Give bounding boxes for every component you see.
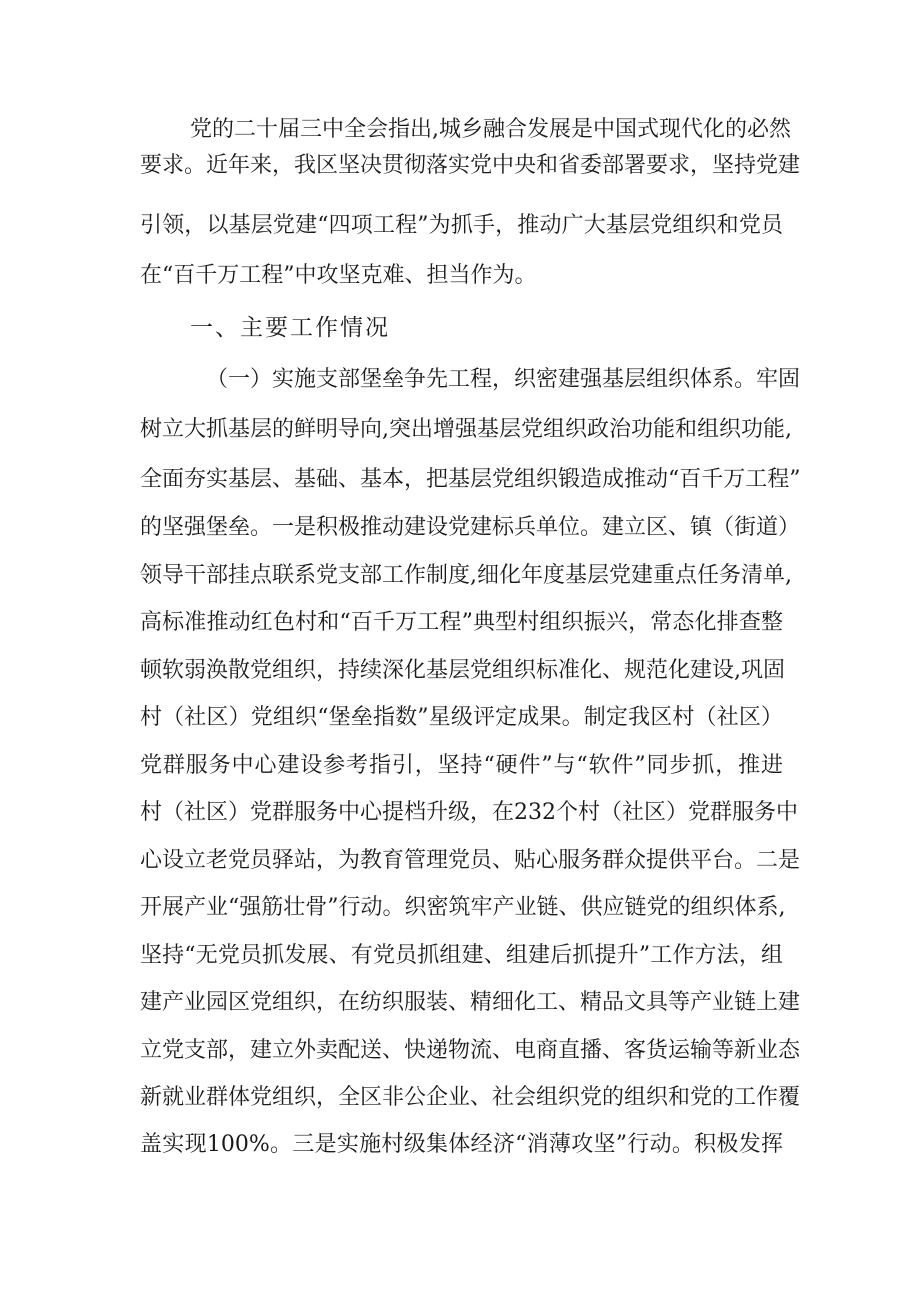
intro-line-2: 要求。近年来，我区坚决贯彻落实党中央和省委部署要求，坚持党建 [140,153,801,178]
section1-line-10: 村（社区）党群服务中心提档升级，在232个村（社区）党群服务中 [140,800,798,825]
intro-line-4: 在“百千万工程”中攻坚克难、担当作为。 [140,263,537,288]
section1-line-3: 全面夯实基层、基础、基本，把基层党组织锻造成推动“百千万工程” [140,467,801,492]
section1-line-1: （一）实施支部堡垒争先工程，织密建强基层组织体系。牢固 [206,367,801,392]
section1-line-2: 树立大抓基层的鲜明导向,突出增强基层党组织政治功能和组织功能, [140,417,792,442]
section1-line-14: 建产业园区党组织，在纺织服装、精细化工、精品文具等产业链上建 [140,990,801,1015]
section1-line-17: 盖实现100%。三是实施村级集体经济“消薄攻坚”行动。积极发挥 [140,1132,783,1157]
section1-line-16: 新就业群体党组织，全区非公企业、社会组织党的组织和党的工作覆 [140,1085,801,1110]
section1-line-7: 顿软弱涣散党组织，持续深化基层党组织标准化、规范化建设,巩固 [140,658,785,683]
section-heading: 一、主要工作情况 [190,315,390,341]
section1-line-12: 开展产业“强筋壮骨”行动。织密筑牢产业链、供应链党的组织体系, [140,895,786,920]
section1-line-4: 的坚强堡垒。一是积极推动建设党建标兵单位。建立区、镇（街道） [140,515,801,540]
intro-line-1: 党的二十届三中全会指出,城乡融合发展是中国式现代化的必然 [190,117,791,142]
section1-line-6: 高标准推动红色村和“百千万工程”典型村组织振兴，常态化排查整 [140,610,783,635]
section1-line-11: 心设立老党员驿站，为教育管理党员、贴心服务群众提供平台。二是 [140,848,801,873]
section1-line-8: 村（社区）党组织“堡垒指数”星级评定成果。制定我区村（社区） [140,705,783,730]
section1-line-5: 领导干部挂点联系党支部工作制度,细化年度基层党建重点任务清单, [140,563,792,588]
section1-line-9: 党群服务中心建设参考指引，坚持“硬件”与“软件”同步抓，推进 [140,753,783,778]
section1-line-13: 坚持“无党员抓发展、有党员抓组建、组建后抓提升”工作方法，组 [140,943,783,968]
section1-line-15: 立党支部，建立外卖配送、快递物流、电商直播、客货运输等新业态 [140,1038,801,1063]
intro-line-3: 引领，以基层党建“四项工程”为抓手，推动广大基层党组织和党员 [140,213,783,238]
